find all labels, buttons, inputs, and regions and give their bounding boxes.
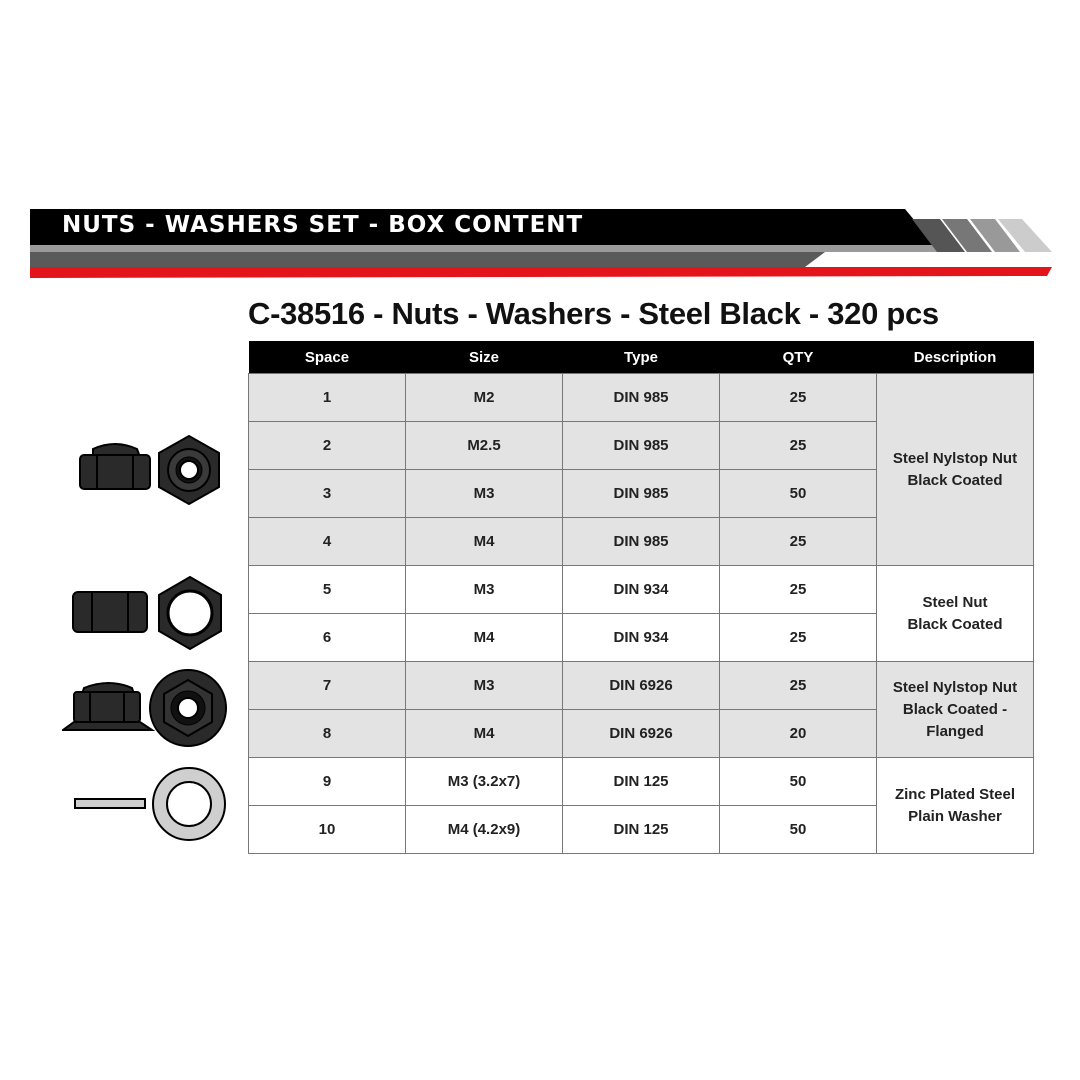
cell-space: 2 (249, 422, 406, 470)
cell-qty: 50 (720, 470, 877, 518)
table-row (249, 374, 1034, 422)
cell-space: 4 (249, 518, 406, 566)
cell-type: DIN 6926 (563, 710, 720, 758)
cell-size: M3 (406, 566, 563, 614)
cell-qty: 50 (720, 758, 877, 806)
cell-size: M3 (406, 662, 563, 710)
cell-description (877, 662, 1034, 758)
cell-qty: 25 (720, 374, 877, 422)
description-line: Black Coated - (902, 700, 1008, 718)
cell-qty: 25 (720, 518, 877, 566)
plain-washer-icon (72, 766, 232, 844)
description-line: Flanged (926, 722, 984, 740)
description-line: Steel Nylstop Nut (892, 449, 1018, 467)
cell-size: M3 (3.2x7) (406, 758, 563, 806)
description-line: Zinc Plated Steel (894, 785, 1016, 803)
cell-type: DIN 985 (563, 518, 720, 566)
description-line: Steel Nut (922, 593, 988, 611)
banner-title: NUTS - WASHERS SET - BOX CONTENT (62, 212, 584, 238)
cell-type: DIN 985 (563, 374, 720, 422)
hex-nut-icon (70, 576, 225, 651)
cell-type: DIN 985 (563, 422, 720, 470)
cell-space: 9 (249, 758, 406, 806)
cell-qty: 25 (720, 614, 877, 662)
cell-space: 3 (249, 470, 406, 518)
cell-space: 8 (249, 710, 406, 758)
cell-size: M3 (406, 470, 563, 518)
cell-space: 10 (249, 806, 406, 854)
table-row (249, 662, 1034, 710)
table-row (249, 566, 1034, 614)
cell-description (877, 374, 1034, 566)
cell-qty: 25 (720, 566, 877, 614)
header-space: Space (249, 341, 406, 374)
cell-size: M2.5 (406, 422, 563, 470)
cell-size: M2 (406, 374, 563, 422)
header-type: Type (563, 341, 720, 374)
cell-description (877, 758, 1034, 854)
cell-size: M4 (406, 710, 563, 758)
description-line: Steel Nylstop Nut (892, 678, 1018, 696)
cell-type: DIN 6926 (563, 662, 720, 710)
cell-type: DIN 125 (563, 758, 720, 806)
cell-type: DIN 125 (563, 806, 720, 854)
cell-description (877, 566, 1034, 662)
cell-space: 7 (249, 662, 406, 710)
header-size: Size (406, 341, 563, 374)
cell-space: 5 (249, 566, 406, 614)
cell-qty: 25 (720, 422, 877, 470)
cell-space: 1 (249, 374, 406, 422)
cell-type: DIN 985 (563, 470, 720, 518)
table-header-row (249, 341, 1034, 374)
cell-size: M4 (406, 614, 563, 662)
cell-size: M4 (4.2x9) (406, 806, 563, 854)
flanged-nylstop-nut-icon (62, 668, 232, 748)
cell-type: DIN 934 (563, 614, 720, 662)
description-line: Black Coated (907, 471, 1003, 489)
cell-qty: 25 (720, 662, 877, 710)
product-title: C-38516 - Nuts - Washers - Steel Black - 320 pcs (248, 296, 939, 331)
header-qty: QTY (720, 341, 877, 374)
cell-size: M4 (406, 518, 563, 566)
table-row (249, 758, 1034, 806)
cell-qty: 20 (720, 710, 877, 758)
header-description: Description (877, 341, 1034, 374)
box-content-table (248, 341, 1034, 854)
cell-type: DIN 934 (563, 566, 720, 614)
cell-space: 6 (249, 614, 406, 662)
nylstop-nut-icon (75, 435, 225, 505)
description-line: Black Coated (907, 615, 1003, 633)
cell-qty: 50 (720, 806, 877, 854)
description-line: Plain Washer (908, 807, 1002, 825)
